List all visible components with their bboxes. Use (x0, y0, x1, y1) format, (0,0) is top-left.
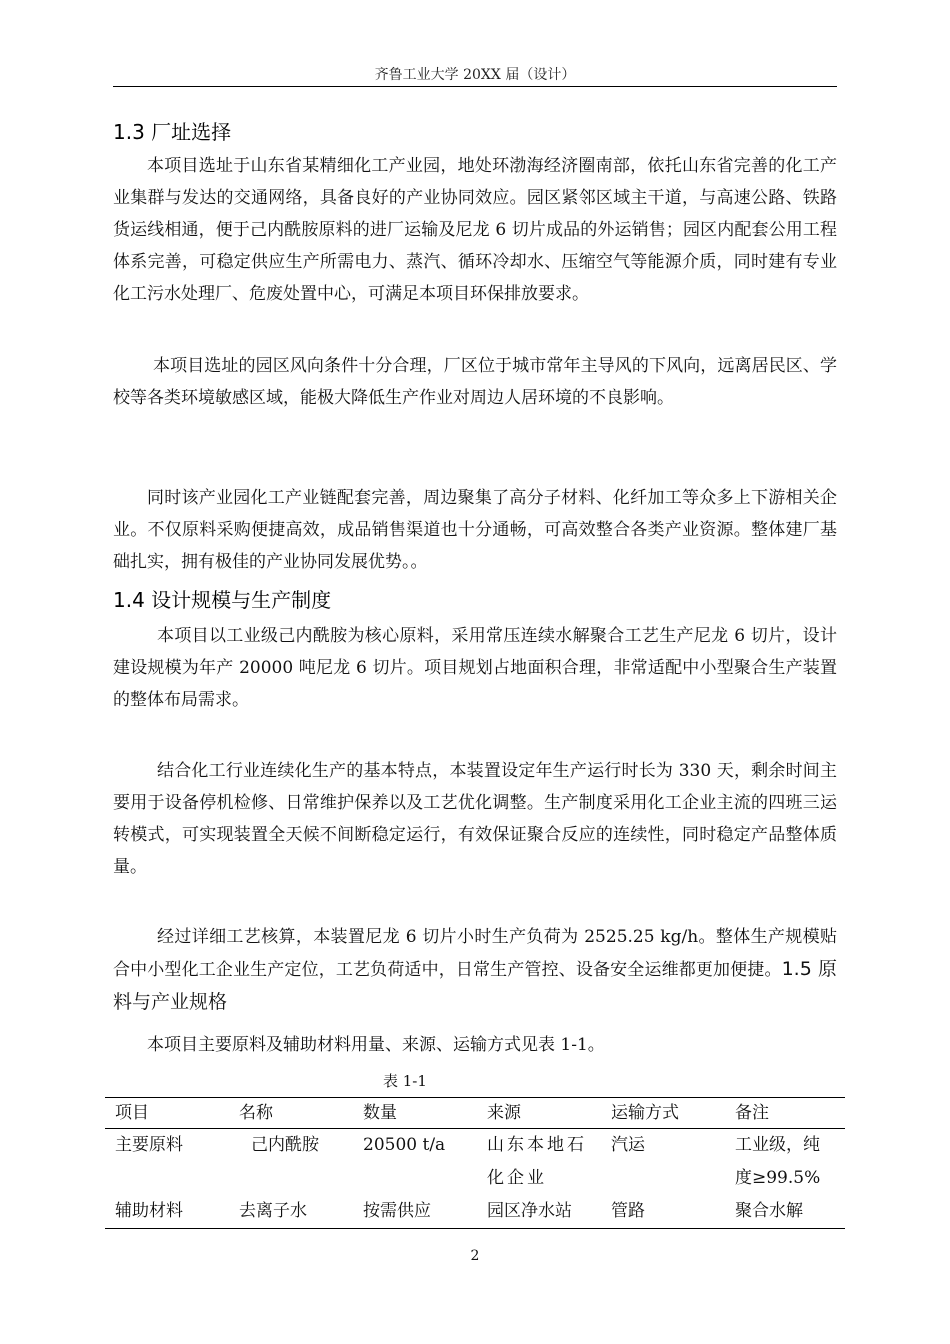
table-cell: 主要原料 (115, 1135, 183, 1155)
paragraph-site-1: 本项目选址于山东省某精细化工产业园，地处环渤海经济圈南部，依托山东省完善的化工产业集群与发达的交通网络，具备良好的产业协同效应。园区紧邻区域主干道，与高速公路、铁路货运线相通，便于己内酰胺原料的进厂运输及尼龙 6 切片成品的外运销售；园区内配套公用工程体系完善，可稳定供应生产所需电力、蒸汽、循环冷却水、压缩空气等能源介质，同时建有专业化工污水处理厂、危废处置中心，可满足本项目环保排放要求。 (113, 156, 837, 304)
table-header-cell: 来源 (477, 1098, 601, 1129)
table-header-row (105, 1098, 845, 1129)
table-cell: 己内酰胺 (251, 1135, 319, 1155)
section-heading-1-5: 1.5 原料与产业规格 (113, 958, 837, 1013)
table-cell: 汽运 (611, 1135, 645, 1155)
table-row (105, 1195, 845, 1229)
table-cell: 聚合水解 (725, 1195, 845, 1229)
table-header-cell: 项目 (105, 1098, 229, 1129)
table-header-cell: 名称 (229, 1098, 353, 1129)
paragraph-scale-3 (113, 921, 837, 1019)
paragraph-scale-2: 结合化工行业连续化生产的基本特点，本装置设定年生产运行时长为 330 天，剩余时间主要用于设备停机检修、日常维护保养以及工艺优化调整。生产制度采用化工企业主流的四班三运转模式，可实现装置全天候不间断稳定运行，有效保证聚合反应的连续性，同时稳定产品整体质量。 (113, 761, 837, 877)
table-row (105, 1129, 845, 1196)
section-heading-1-4: 1.4 设计规模与生产制度 (113, 588, 332, 612)
table-header-cell: 数量 (353, 1098, 477, 1129)
table-cell: 去离子水 (229, 1195, 353, 1229)
paragraph-materials-intro: 本项目主要原料及辅助材料用量、来源、运输方式见表 1-1。 (147, 1035, 605, 1055)
paragraph-scale-3-text: 经过详细工艺核算，本装置尼龙 6 切片小时生产负荷为 2525.25 kg/h。整体生产规模贴合中小型化工企业生产定位，工艺负荷适中，日常生产管控、设备安全运维都更加便捷。 (113, 927, 837, 980)
materials-table (105, 1097, 845, 1229)
paragraph-scale-1: 本项目以工业级己内酰胺为核心原料，采用常压连续水解聚合工艺生产尼龙 6 切片，设计建设规模为年产 20000 吨尼龙 6 切片。项目规划占地面积合理，非常适配中小型聚合生产装置的整体布局需求。 (113, 626, 837, 710)
table-caption: 表 1-1 (383, 1072, 427, 1090)
table-cell: 园区净水站 (477, 1195, 601, 1229)
table-cell: 工业级，纯度≥99.5% (735, 1135, 821, 1188)
table-cell: 辅助材料 (105, 1195, 229, 1229)
section-heading-1-3: 1.3 厂址选择 (113, 120, 232, 144)
table-cell: 20500 t/a (363, 1135, 446, 1155)
table-header-cell: 运输方式 (601, 1098, 725, 1129)
page-header: 齐鲁工业大学 20XX 届（设计） (374, 67, 576, 83)
table-header-cell: 备注 (725, 1098, 845, 1129)
paragraph-site-3: 同时该产业园化工产业链配套完善，周边聚集了高分子材料、化纤加工等众多上下游相关企业。不仅原料采购便捷高效，成品销售渠道也十分通畅，可高效整合各类产业资源。整体建厂基础扎实，拥有极佳的产业协同发展优势。。 (113, 488, 837, 572)
table-cell: 按需供应 (353, 1195, 477, 1229)
header-rule (113, 86, 837, 87)
paragraph-site-2: 本项目选址的园区风向条件十分合理，厂区位于城市常年主导风的下风向，远离居民区、学校等各类环境敏感区域，能极大降低生产作业对周边人居环境的不良影响。 (113, 356, 837, 408)
table-cell: 管路 (601, 1195, 725, 1229)
table-cell: 山东本地石化企业 (487, 1135, 587, 1188)
page-number: 2 (470, 1248, 480, 1264)
